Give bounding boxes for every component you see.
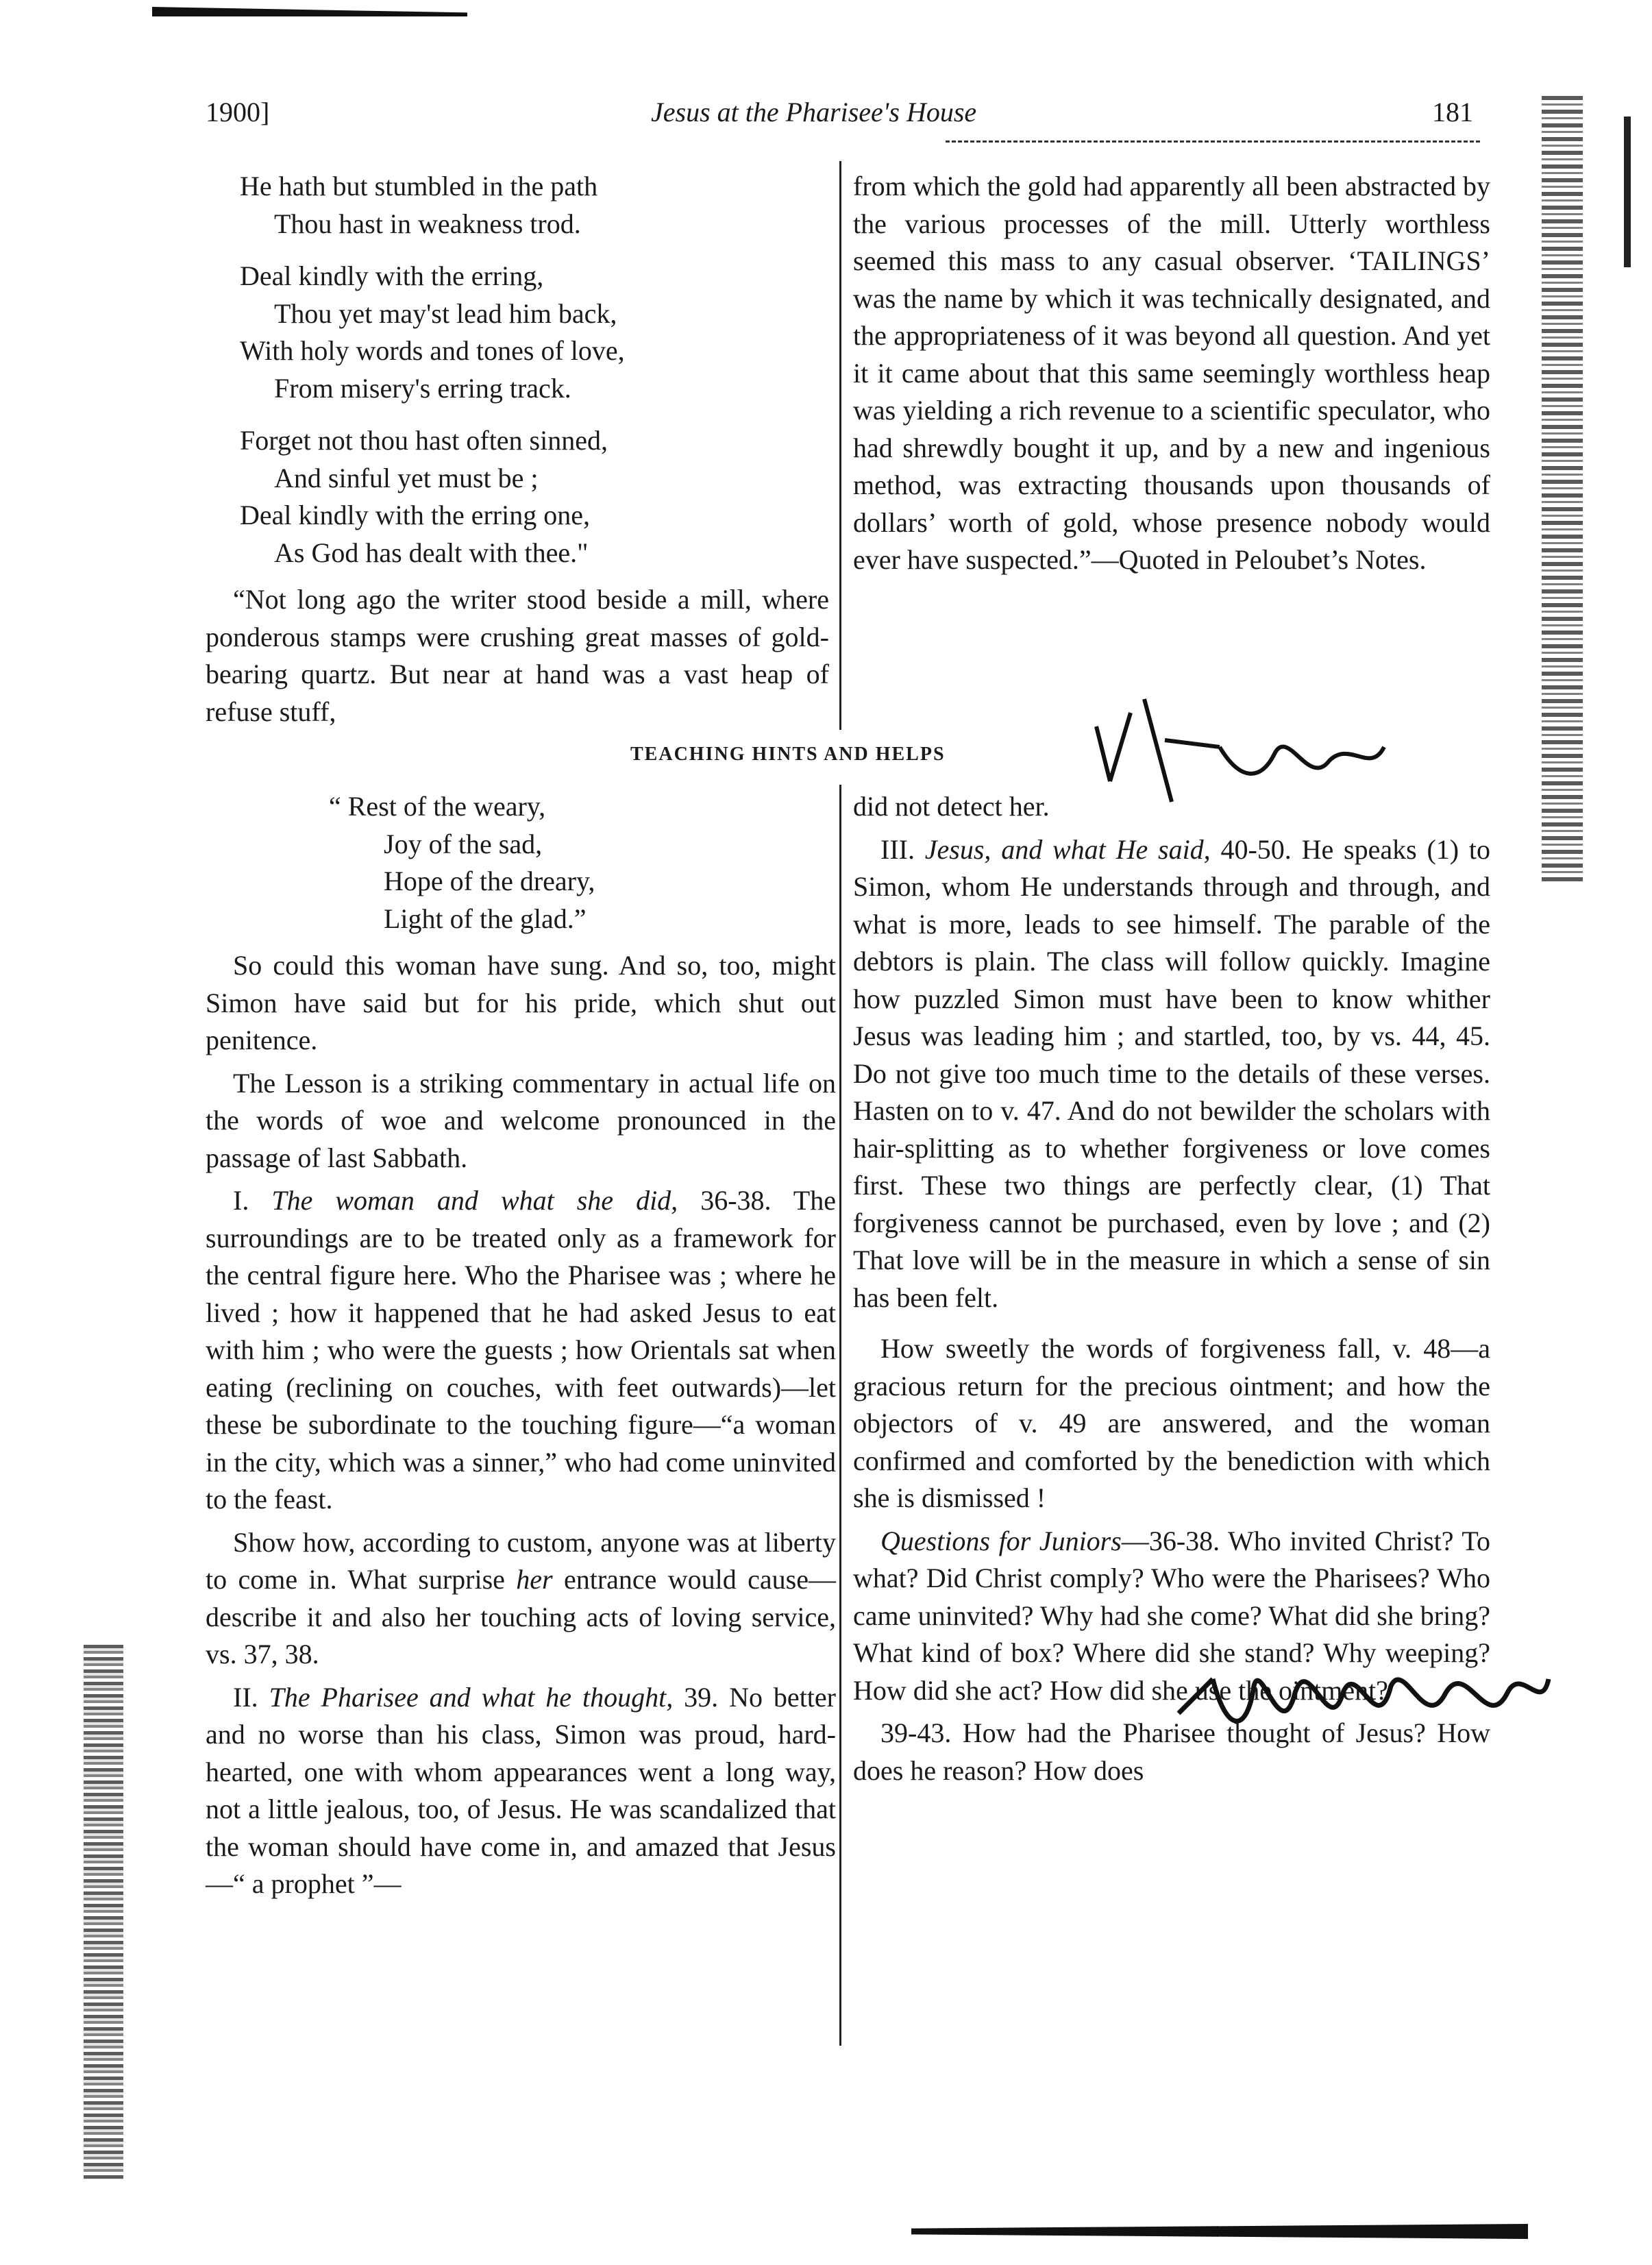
right-column-top [853, 168, 1490, 585]
paragraph-custom [206, 1524, 836, 1674]
paragraph-woman [206, 1182, 836, 1519]
page-edge-mark [1624, 117, 1631, 267]
poem-line: Thou yet may'st lead him back, [274, 297, 617, 329]
header-year: 1900] [206, 97, 270, 127]
page-edge-left [84, 1645, 123, 2179]
paragraph-lesson: The Lesson is a striking commentary in actual life on the words of woe and welcome pronounced in the passage of last Sabbath. [206, 1067, 836, 1173]
left-column-top [206, 168, 829, 736]
poem-line: Forget not thou hast often sinned, [240, 425, 608, 456]
section-text-1: 36-38. The surroundings are to be treated only as a framework for the central figure here. Who the Pharisee was ; where he lived ; how it happened that he had asked Jesus to eat with him ; who were the guests ; how Orientals sat when eating (reclining on couches, with feet outwards)—let these be subordinate to the touching figure—“a woman in the city, which was a sinner,” who had come uninvited to the feast. [206, 1185, 836, 1515]
questions-text: —36-38. Who invited Christ? To what? Did Christ comply? Who were the Pharisees? Who came uninvited? Why had she come? What did she bring? What kind of box? Where did she stand? Why weeping? How did she act? How did she use the ointment? [853, 1525, 1490, 1706]
poem-line: Light of the glad.” [384, 903, 587, 934]
paragraph-jesus [853, 831, 1490, 1317]
poem-erring [206, 168, 829, 572]
header-rule [946, 140, 1480, 143]
section-heading: TEACHING HINTS AND HELPS [630, 744, 946, 765]
poem-line: With holy words and tones of love, [240, 335, 625, 366]
left-column-bottom [206, 788, 836, 1909]
section-text-2: 39. No better and no worse than his class, Simon was proud, hard-hearted, one with whom appearances went a long way, not a little jealous, too, of Jesus. He was scandalized that the woman should have come in, and amazed that Jesus—“ a prophet ”— [206, 1681, 836, 1899]
quote-paragraph: “Not long ago the writer stood beside a mill, where ponderous stamps were crushing great masses of gold-bearing quartz. But near at hand was a vast heap of refuse stuff, [206, 584, 829, 727]
section-title-1: The woman and what she did, [271, 1185, 678, 1216]
section-text-3: 40-50. He speaks (1) to Simon, whom He understands through and through, and what is more, leads to see himself. The parable of the debtors is plain. The class will follow quickly. Imagine how puzzled Simon must have been to know whither Jesus was leading him ; and startled, too, by vs. 44, 45. Do not give too much time to the details of these verses. Hasten on to v. 47. And do not bewilder the scholars with hair-splitting as to whether forgiveness or love comes first. These two things are perfectly clear, (1) That forgiveness cannot be purchased, even by love ; and (2) That love will be in the measure in which a sense of sin has been felt. [853, 833, 1490, 1313]
poem-line: And sinful yet must be ; [274, 462, 539, 493]
header-title: Jesus at the Pharisee's House [651, 97, 977, 127]
page-number: 181 [1432, 97, 1473, 127]
column-divider-top [839, 161, 841, 730]
section-label-2: II. [233, 1681, 269, 1713]
poem-line: Joy of the sad, [384, 828, 543, 859]
poem-line: From misery's erring track. [274, 372, 571, 404]
poem-line: He hath but stumbled in the path [240, 171, 598, 201]
section-title-2: The Pharisee and what he thought, [269, 1681, 674, 1713]
custom-italic: her [516, 1564, 553, 1595]
handwritten-signature-1 [1083, 685, 1398, 822]
column-divider-bottom [839, 785, 841, 2046]
running-header [206, 96, 1480, 137]
paragraph-questions-2: 39-43. How had the Pharisee thought of Jesus? How does he reason? How does [853, 1717, 1490, 1786]
paragraph-forgiveness: How sweetly the words of forgiveness fall, v. 48—a gracious return for the precious ointment; and how the objectors of v. 49 are answered, and the woman confirmed and comforted by the benediction with which she is dismissed ! [853, 1333, 1490, 1513]
section-label-3: III. [880, 833, 925, 865]
poem-line: As God has dealt with thee." [274, 537, 589, 568]
paragraph-detect: did not detect her. [853, 791, 1050, 822]
page-edge-right [1542, 96, 1583, 884]
custom-text-a: Show how, according to custom, anyone was at liberty to come in. What surprise [206, 1526, 836, 1595]
scan-artifact-bottom [911, 2224, 1528, 2239]
poem-rest-of-weary [206, 788, 836, 938]
poem-line: Hope of the dreary, [384, 866, 595, 896]
handwritten-signature-2 [1172, 1631, 1555, 1768]
paragraph-pharisee [206, 1679, 836, 1903]
questions-label: Questions for Juniors [880, 1525, 1122, 1556]
section-label-1: I. [233, 1185, 272, 1216]
section-title-3: Jesus, and what He said, [924, 833, 1211, 865]
poem-line: Thou hast in weakness trod. [274, 208, 581, 239]
poem-line: Deal kindly with the erring, [240, 260, 544, 291]
tailings-paragraph: from which the gold had apparently all been abstracted by the various processes of the mill. Utterly worthless seemed this mass to any casual observer. ‘TAILINGS’ was the name by which it was technically designated, and the appropriateness of it was beyond all question. And yet it it came about that this same seemingly worthless heap was yielding a rich revenue to a scientific speculator, who had shrewdly bought it up, and by a new and ingenious method, was extracting thousands upon thousands of dollars’ worth of gold, whose presence nobody would ever have suspected.”—Quoted in Peloubet’s Notes. [853, 171, 1490, 575]
scan-artifact-top [152, 7, 467, 16]
custom-text-b: entrance would cause—describe it and also her touching acts of loving service, vs. 37, 38. [206, 1564, 836, 1669]
poem-line: “ Rest of the weary, [329, 791, 546, 822]
poem-line: Deal kindly with the erring one, [240, 500, 590, 530]
paragraph-sung: So could this woman have sung. And so, too, might Simon have said but for his pride, which shut out penitence. [206, 950, 836, 1055]
